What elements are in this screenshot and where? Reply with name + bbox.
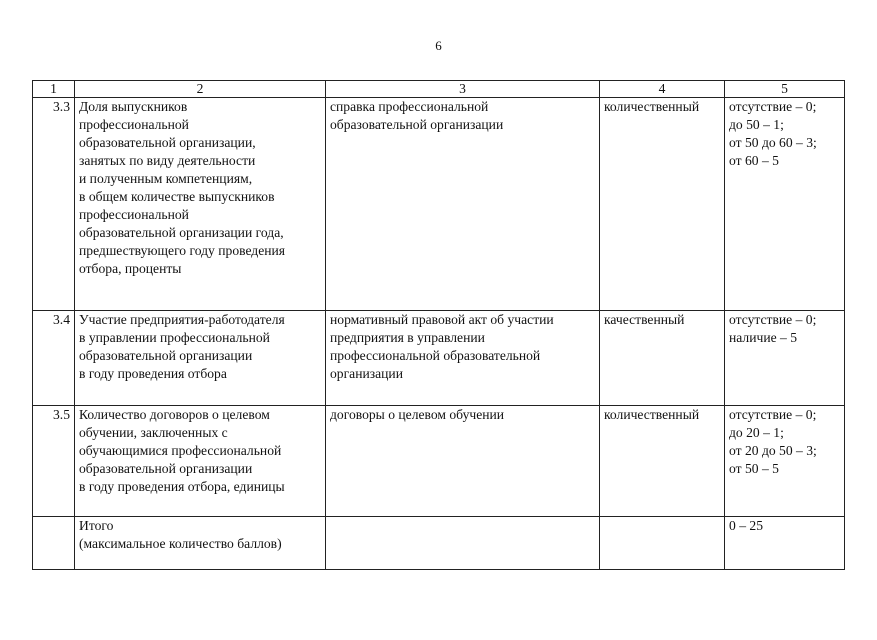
type-cell: количественный — [600, 406, 725, 517]
column-header-4: 4 — [600, 81, 725, 98]
source-cell: справка профессиональной образовательной организации — [326, 98, 600, 311]
row-number — [33, 517, 75, 570]
indicator-cell: Доля выпускников профессиональной образовательной организации, занятых по виду деятельности и полученным компетенциям, в общем количестве выпускников профессиональной образовательной организации года, предшествующего году проведения отбора, проценты — [75, 98, 326, 311]
row-number: 3.5 — [33, 406, 75, 517]
row-number: 3.3 — [33, 98, 75, 311]
table-row — [33, 406, 845, 517]
type-cell: количественный — [600, 98, 725, 311]
type-cell — [600, 517, 725, 570]
column-header-3: 3 — [326, 81, 600, 98]
scores-cell: отсутствие – 0; до 50 – 1; от 50 до 60 – 3; от 60 – 5 — [725, 98, 845, 311]
column-header-2: 2 — [75, 81, 326, 98]
criteria-table — [32, 80, 845, 570]
indicator-cell: Количество договоров о целевом обучении, заключенных с обучающимися профессиональной образовательной организации в году проведения отбора, единицы — [75, 406, 326, 517]
column-header-1: 1 — [33, 81, 75, 98]
column-header-5: 5 — [725, 81, 845, 98]
source-cell: договоры о целевом обучении — [326, 406, 600, 517]
scores-cell: отсутствие – 0; до 20 – 1; от 20 до 50 – 3; от 50 – 5 — [725, 406, 845, 517]
table-header-row — [33, 81, 845, 98]
indicator-cell: Участие предприятия-работодателя в управлении профессиональной образовательной организации в году проведения отбора — [75, 311, 326, 406]
scores-cell: отсутствие – 0; наличие – 5 — [725, 311, 845, 406]
page-number: 6 — [435, 38, 442, 53]
type-cell: качественный — [600, 311, 725, 406]
table-row — [33, 311, 845, 406]
total-label-cell: Итого (максимальное количество баллов) — [75, 517, 326, 570]
row-number: 3.4 — [33, 311, 75, 406]
total-scores-cell: 0 – 25 — [725, 517, 845, 570]
table-total-row — [33, 517, 845, 570]
table-row — [33, 98, 845, 311]
source-cell — [326, 517, 600, 570]
source-cell: нормативный правовой акт об участии предприятия в управлении профессиональной образовательной организации — [326, 311, 600, 406]
